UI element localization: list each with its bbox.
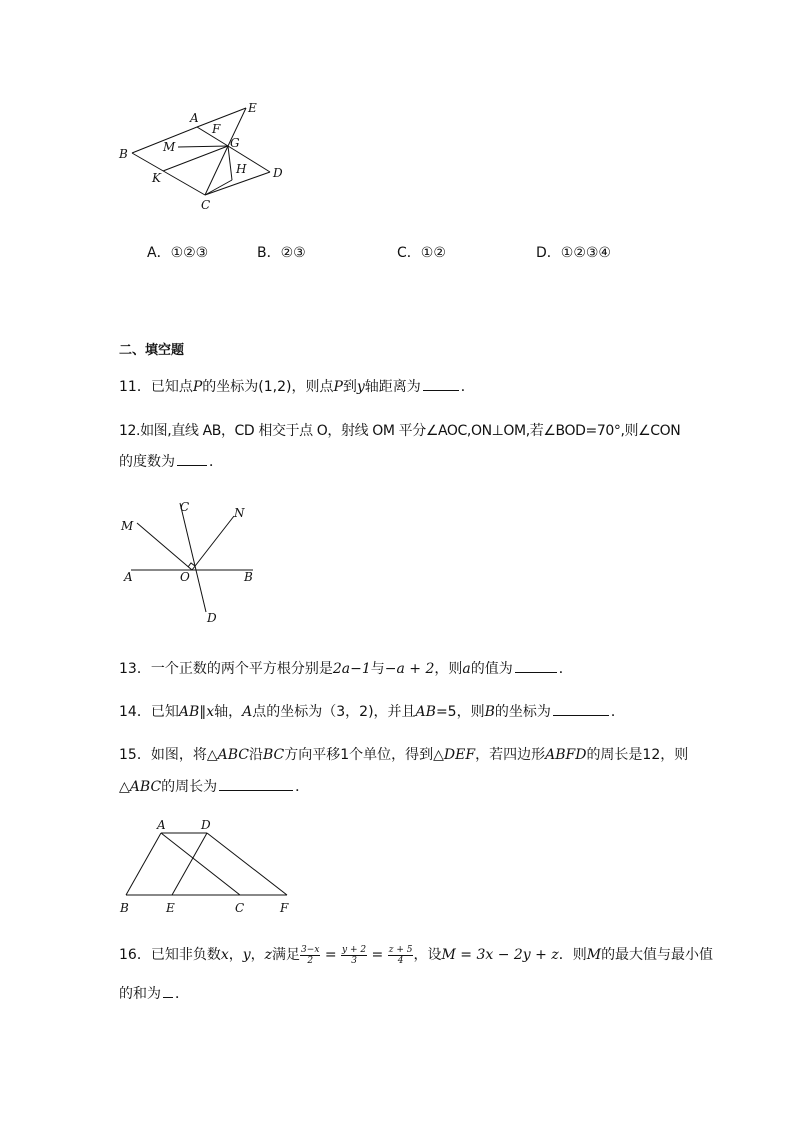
option-b [257,242,306,262]
q15-end: ． [295,779,310,795]
option-b-value: ②③ [280,245,306,261]
option-b-letter: B． [257,245,281,261]
question-16-line-1 [119,942,713,968]
q16-fraction-2-num: y + 2 [342,944,367,955]
q16-fraction-3-den: 4 [397,955,404,966]
fig15-label-F: F [280,901,289,915]
q16-var-z: z [264,947,273,963]
q14-var-x: x [206,704,215,720]
figure-q12 [115,495,265,630]
fig15-segment-AB [126,833,161,895]
q11-var-p: P [192,379,203,395]
fig10-label-E: E [248,101,257,115]
question-14 [119,701,625,722]
section-title: 二、填空题 [119,343,185,358]
fig10-label-H: H [236,162,247,176]
q12-end: ． [209,454,223,470]
q14-var-b: B [484,704,495,720]
q11-text-3: ，则点 [291,379,334,395]
q13-text-3: ，则 [434,661,463,677]
q11-text-1: 已知点 [150,379,193,395]
q13-expr-2: −a + 2 [384,661,435,677]
q15-var-def: DEF [443,747,476,763]
fig12-label-M: M [121,519,134,533]
q16-fraction-1-den: 2 [307,955,314,966]
q11-var-y: y [356,379,365,395]
q15-text-2: 沿 [248,747,263,763]
q15-text-6: △ [119,779,130,795]
q15-var-abc2: ABC [129,779,162,795]
q16-text-4: ．则 [558,947,587,963]
fig12-label-N: N [234,506,245,520]
fig12-label-D: D [207,611,217,625]
q13-text-1: 13．一个正数的两个平方根分别是 [119,661,333,677]
fig10-label-D: D [273,166,283,180]
q16-var-y: y [242,947,251,963]
fig15-label-D: D [201,818,211,832]
q14-answer-blank[interactable] [553,701,609,716]
q15-answer-blank[interactable] [219,776,293,791]
fig10-label-C: C [201,198,211,212]
q16-equals-1: = [320,947,342,963]
option-a-letter: A． [147,245,171,261]
q15-text-4: ，若四边形 [475,747,546,763]
q16-fraction-3-num: z + 5 [388,944,413,955]
fig15-segment-AC [161,833,240,895]
fig10-label-B: B [119,147,128,161]
q15-var-abc: ABC [217,747,249,763]
fig12-ray-OM [137,523,192,570]
q12-text-2: 的度数为 [119,454,175,470]
option-c [397,242,446,262]
q11-coord: (1,2) [258,379,292,395]
q11-var-p2: P [333,379,343,395]
q16-expression: M = 3x − 2y + z [441,947,559,963]
q11-end: ． [460,379,475,395]
q16-comma-2: ， [250,947,265,963]
q15-var-bc: BC [262,747,285,763]
question-11 [119,376,475,397]
figure-q15 [112,812,302,917]
q16-fraction-3 [388,945,414,966]
q15-text-3: 方向平移1个单位，得到△ [284,747,444,763]
q11-text-4: 到 [342,379,357,395]
question-13 [119,658,573,679]
figure-q10 [110,95,290,215]
fig12-label-A: A [124,570,133,584]
q16-fraction-1 [300,945,320,966]
q16-answer-blank[interactable] [163,983,173,998]
option-d [536,242,611,262]
q16-text-5: 的最大值与最小值 [601,947,714,963]
option-a-value: ①②③ [170,245,209,261]
q14-var-ab: AB [178,704,200,720]
q13-var-a: a [462,661,471,677]
fig10-segment-MG [178,146,228,147]
q14-text-1: 14．已知 [119,704,179,720]
fig10-label-F: F [212,122,221,136]
q12-answer-blank[interactable] [177,451,207,466]
question-12-line-1: 12.如图,直线 AB，CD 相交于点 O，射线 OM 平分∠AOC,ON⊥OM,若∠BOD=70°,则∠CON [119,423,681,439]
fig12-label-O: O [180,570,190,584]
fig10-label-G: G [230,136,240,150]
q16-text-2: 满足 [272,947,301,963]
option-d-letter: D． [536,245,561,261]
q11-text-2: 的坐标为 [202,379,259,395]
q15-text-1: 15．如图，将△ [119,747,218,763]
q11-answer-blank[interactable] [423,376,459,391]
q14-var-a: A [242,704,253,720]
q13-text-4: 的值为 [470,661,513,677]
fig15-label-C: C [235,901,245,915]
q13-text-2: 与 [370,661,385,677]
fig12-label-C: C [180,500,190,514]
q14-var-ab2: AB [415,704,436,720]
option-a [147,242,208,262]
fig15-label-B: B [120,901,129,915]
question-15-line-2 [119,776,309,797]
q16-fraction-2-den: 3 [351,955,357,966]
q13-expr-1: 2a−1 [332,661,371,677]
q15-text-7: 的周长为 [161,779,218,795]
fig12-ray-ON [192,516,234,570]
question-12-line-2 [119,451,223,472]
q16-fraction-2 [341,945,367,966]
q16-end: ． [175,986,189,1002]
q14-text-6: 的坐标为 [494,704,551,720]
fig10-label-M: M [163,140,176,154]
question-15-line-1 [119,745,688,765]
q16-comma-1: ， [228,947,243,963]
fig15-segment-DE [172,833,207,895]
fig10-label-A: A [190,111,199,125]
fig15-label-E: E [166,901,175,915]
q14-text-3: 轴， [214,704,243,720]
fig10-segment-GH [228,146,232,180]
q14-text-4: 点的坐标为（3，2)，并且 [252,704,416,720]
option-d-value: ①②③④ [560,245,611,261]
q15-text-5: 的周长是12，则 [586,747,689,763]
q16-equals-2: = [367,947,388,963]
q16-fraction-1-num: 3−x [301,944,320,955]
q11-number: 11． [119,379,151,395]
fig15-label-A: A [157,818,166,832]
q11-text-5: 轴距离为 [364,379,421,395]
q16-var-m: M [586,947,602,963]
fig12-label-B: B [244,570,253,584]
q14-text-5: =5，则 [435,704,485,720]
question-16-line-2 [119,983,189,1004]
fig15-segment-DF [207,833,287,895]
q16-text-1: 16．已知非负数 [119,947,221,963]
option-c-letter: C． [397,245,421,261]
q16-var-x: x [220,947,229,963]
option-c-value: ①② [420,245,446,261]
q13-end: ． [558,661,573,677]
q15-var-abfd: ABFD [545,747,587,763]
q16-text-3: ，设 [413,947,442,963]
fig10-label-K: K [152,171,161,185]
q16-text-line-2: 的和为 [119,986,161,1002]
q13-answer-blank[interactable] [515,658,557,673]
q14-text-2: ∥ [199,704,207,720]
q14-end: ． [610,704,625,720]
